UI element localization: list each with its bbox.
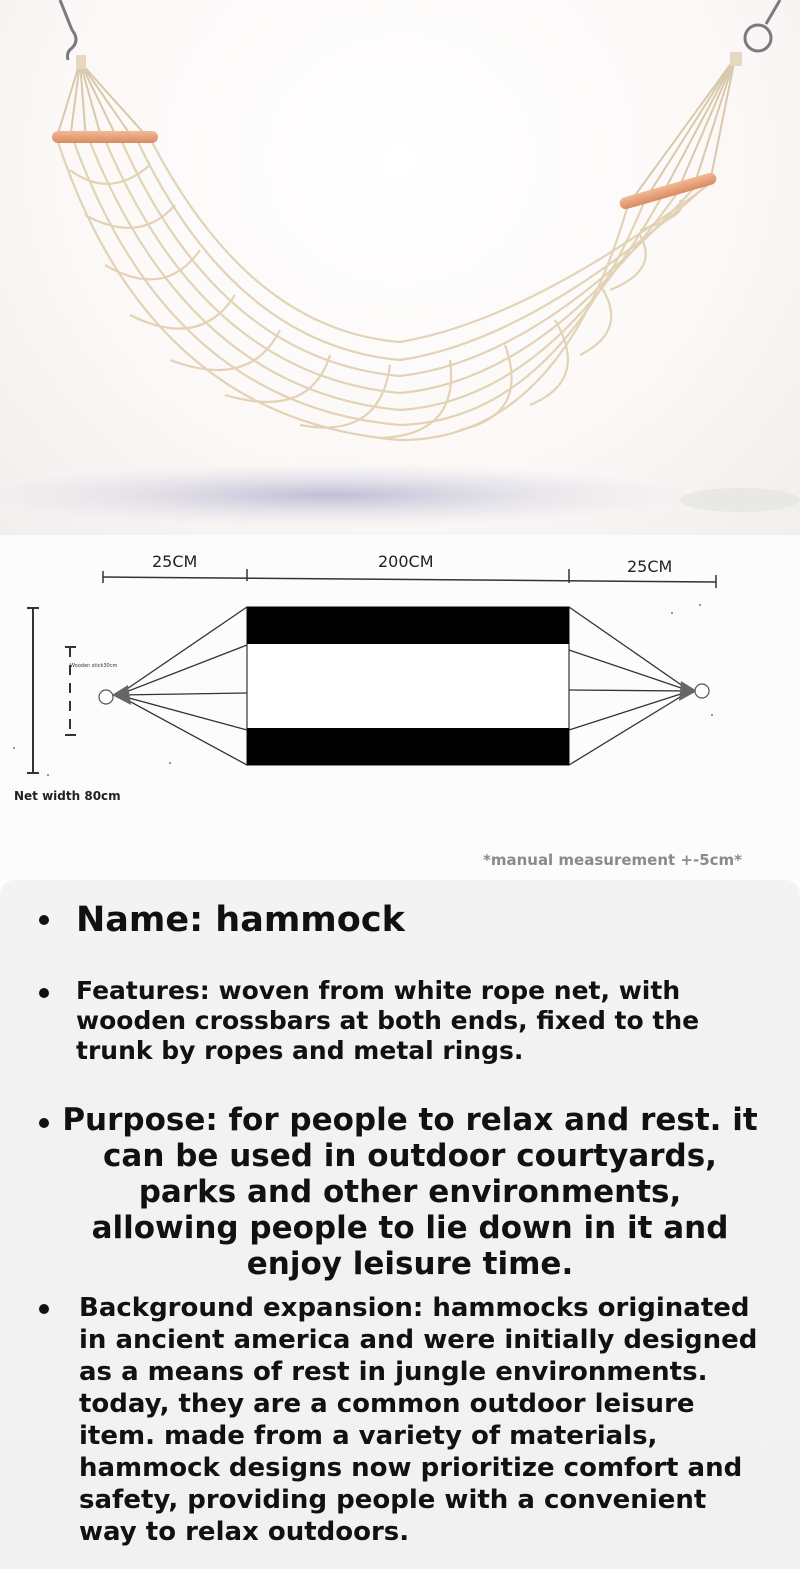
dimension-left-label: 25CM — [152, 552, 198, 571]
net-width-line — [27, 608, 39, 773]
stick-label: Wooden stick30cm — [70, 663, 118, 669]
features-text: Features: woven from white rope net, with wooden crossbars at both ends, fixed to the trunk by ropes and metal rings. — [76, 976, 700, 1065]
hammock-illustration — [0, 0, 800, 535]
left-hook-icon — [60, 0, 76, 60]
net-width-label: Net width 80cm — [14, 789, 121, 803]
left-wooden-crossbar — [52, 131, 158, 143]
bullet-dot — [39, 915, 49, 925]
net-bottom-band — [247, 728, 569, 765]
stick-length-line — [65, 647, 76, 735]
measurement-note: *manual measurement +-5cm* — [482, 851, 742, 869]
right-ring-icon — [745, 0, 780, 51]
left-rope-fan — [118, 607, 247, 765]
hammock-photo — [0, 0, 800, 535]
net-top-band — [247, 607, 569, 644]
info-panel — [0, 880, 800, 1569]
purpose-text: Purpose: for people to relax and rest. it can be used in outdoor courtyards, parks and other environments, allowing people to lie down in it and enjoy leisure time. — [62, 1102, 758, 1282]
name-text: Name: hammock — [76, 900, 405, 940]
left-ring-icon — [99, 690, 113, 704]
right-ring-icon — [695, 684, 709, 698]
dimension-middle-label: 200CM — [378, 552, 434, 571]
right-rope-fan — [569, 607, 690, 765]
right-connector-icon — [679, 681, 697, 701]
hammock-schematic — [0, 535, 800, 880]
rope-net — [58, 142, 712, 440]
bullet-dot — [39, 988, 49, 998]
left-connector-icon — [112, 685, 131, 705]
background-text: Background expansion: hammocks originated in ancient america and were initially designed as a means of rest in jungle environments. today, they are a common outdoor leisure item. made from a variety of materials, hammock designs now prioritize comfort and safety, providing people with a convenient way to relax outdoors. — [79, 1293, 758, 1547]
suspension-ropes — [56, 58, 735, 205]
length-dimension-line — [103, 569, 716, 588]
dimension-diagram — [0, 535, 800, 880]
hammock-shadow — [0, 463, 690, 527]
bullet-dot — [39, 1304, 49, 1314]
bullet-dot — [39, 1118, 49, 1128]
dimension-right-label: 25CM — [627, 557, 673, 576]
